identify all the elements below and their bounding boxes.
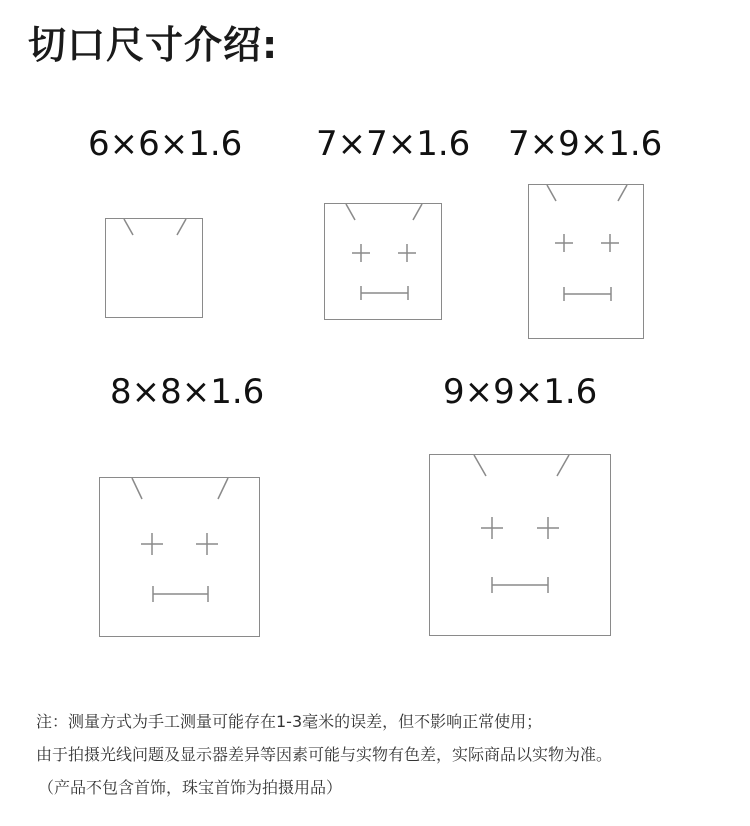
card-diagram-7x9: [528, 184, 644, 339]
slit-marks: [106, 219, 204, 319]
card-diagram-7x7: [324, 203, 442, 320]
card-diagram-8x8: [99, 477, 260, 637]
size-label-7x9: 7×9×1.6: [508, 124, 663, 164]
slit-marks: [100, 478, 261, 638]
size-label-6x6: 6×6×1.6: [88, 124, 243, 164]
size-label-7x7: 7×7×1.6: [316, 124, 471, 164]
page-title: 切口尺寸介绍:: [28, 23, 279, 67]
slit-marks: [430, 455, 612, 637]
size-label-8x8: 8×8×1.6: [110, 372, 265, 412]
slit-marks: [529, 185, 645, 340]
note-line-jewelry: （产品不包含首饰，珠宝首饰为拍摄用品）: [38, 778, 343, 797]
note-line-color: 由于拍摄光线问题及显示器差异等因素可能与实物有色差，实际商品以实物为准。: [36, 745, 613, 764]
slit-marks: [325, 204, 443, 321]
note-line-measurement: 注：测量方式为手工测量可能存在1-3毫米的误差，但不影响正常使用；: [36, 712, 543, 731]
size-label-9x9: 9×9×1.6: [443, 372, 598, 412]
card-diagram-9x9: [429, 454, 611, 636]
card-diagram-6x6: [105, 218, 203, 318]
